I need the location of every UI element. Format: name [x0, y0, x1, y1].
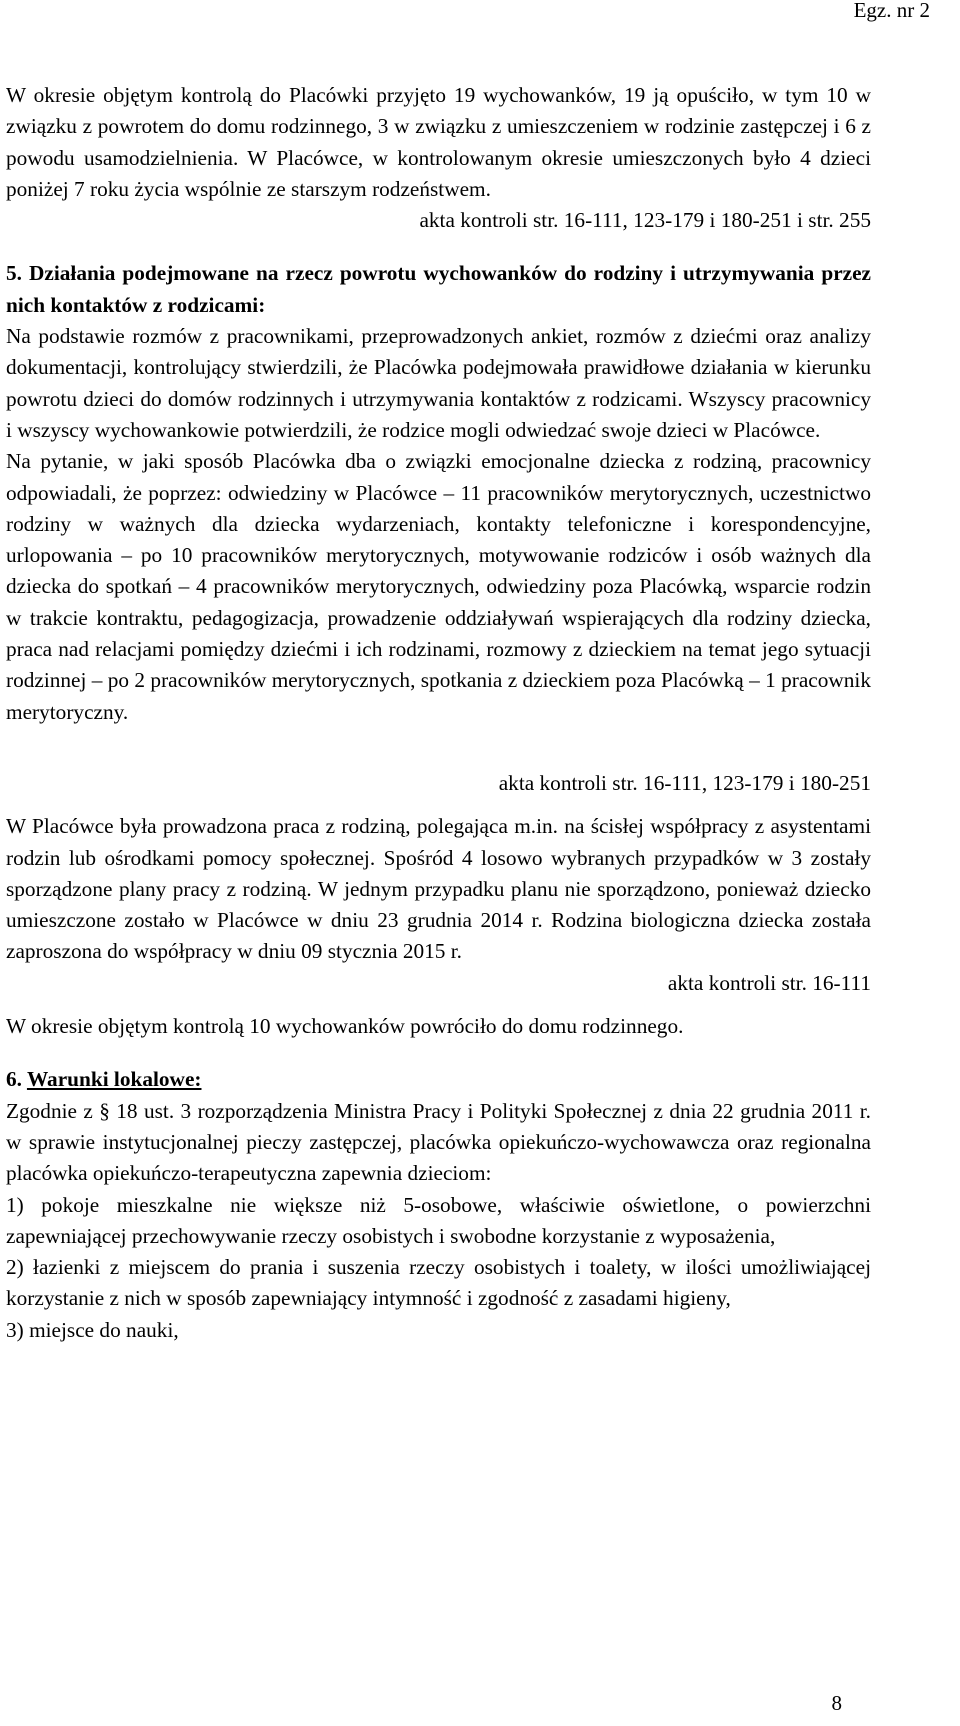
reference-note: akta kontroli str. 16-111, 123-179 i 180-251: [498, 770, 871, 795]
section-5-number: 5.: [6, 261, 22, 286]
section-6-number: 6.: [6, 1067, 22, 1092]
paragraph-regulation: Zgodnie z § 18 ust. 3 rozporządzenia Ministra Pracy i Polityki Społecznej z dnia 22 grudnia 2011 r. w sprawie instytucjonalnej pieczy zastępczej, placówka opiekuńczo-wychowawcza oraz regionalna placówka opiekuńczo-terapeutyczna zapewnia dzieciom:: [6, 1098, 871, 1186]
section-5-heading: [6, 258, 871, 321]
list-item: 3) miejsce do nauki,: [6, 1317, 179, 1342]
paragraph-findings: Na podstawie rozmów z pracownikami, przeprowadzonych ankiet, rozmów z dziećmi oraz analizy dokumentacji, kontrolujący stwierdzili, że Placówka podejmowała prawidłowe działania w kierunku powrotu dzieci do domów rodzinnych i utrzymywania kontaktów z rodzicami. Wszyscy pracownicy i wszyscy wychowankowie potwierdzili, że rodzice mogli odwiedzać swoje dzieci w Placówce.: [6, 324, 871, 442]
list-item: 2) łazienki z miejscem do prania i suszenia rzeczy osobistych i toalety, w ilości umożliwiającej korzystanie z nich w sposób zapewniający intymność i zgodność z zasadami higieny,: [6, 1255, 871, 1311]
reference-note: akta kontroli str. 16-111, 123-179 i 180-251 i str. 255: [419, 208, 871, 233]
paragraph-family-bonds: Na pytanie, w jaki sposób Placówka dba o związki emocjonalne dziecka z rodziną, pracownicy odpowiadali, że poprzez: odwiedziny w Placówce – 11 pracowników merytorycznych, uczestnictwo rodziny w ważnych dla dziecka wydarzeniach, kontakty telefoniczne i korespondencyjne, urlopowania – po 10 pracowników merytorycznych, motywowanie rodziców i osób ważnych dla dziecka do spotkań – 4 pracowników merytorycznych, odwiedziny poza Placówką, wsparcie rodzin w trakcie kontraktu, pedagogizacja, prowadzenie oddziaływań wspierających dla rodziny dziecka, praca nad relacjami pomiędzy dziećmi i ich rodzinami, rozmowy z dzieckiem na temat jego sytuacji rodzinnej – po 2 pracowników merytorycznych, spotkania z dzieckiem poza Placówką – 1 pracownik merytoryczny.: [6, 449, 871, 724]
copy-number: Egz. nr 2: [853, 0, 930, 22]
paragraph-returns: W okresie objętym kontrolą 10 wychowanków powróciło do domu rodzinnego.: [6, 1014, 684, 1039]
document-body: [6, 80, 871, 1346]
section-6-title: Warunki lokalowe:: [26, 1067, 202, 1092]
section-6-heading: [6, 1064, 871, 1095]
paragraph-admissions: W okresie objętym kontrolą do Placówki przyjęto 19 wychowanków, 19 ją opuściło, w tym 10 w związku z powrotem do domu rodzinnego, 3 w związku z umieszczeniem w rodzinie zastępczej i 6 z powodu usamodzielnienia. W Placówce, w kontrolowanym okresie umieszczonych było 4 dzieci poniżej 7 roku życia wspólnie ze starszym rodzeństwem.: [6, 83, 871, 201]
paragraph-family-work: W Placówce była prowadzona praca z rodziną, polegająca m.in. na ścisłej współpracy z asystentami rodzin lub ośrodkami pomocy społecznej. Spośród 4 losowo wybranych przypadków w 3 zostały sporządzone plany pracy z rodziną. W jednym przypadku planu nie sporządzono, ponieważ dziecko umieszczone zostało w Placówce w dniu 23 grudnia 2014 r. Rodzina biologiczna dziecka została zaproszona do współpracy w dniu 09 stycznia 2015 r.: [6, 814, 871, 964]
section-5-title: Działania podejmowane na rzecz powrotu wychowanków do rodziny i utrzymywania przez nich kontaktów z rodzicami:: [6, 261, 872, 317]
reference-note: akta kontroli str. 16-111: [667, 970, 871, 995]
list-item: 1) pokoje mieszkalne nie większe niż 5-osobowe, właściwie oświetlone, o powierzchni zapewniającej przechowywanie rzeczy osobistych i swobodne korzystanie z wyposażenia,: [6, 1192, 871, 1248]
page-number: 8: [831, 1691, 842, 1715]
